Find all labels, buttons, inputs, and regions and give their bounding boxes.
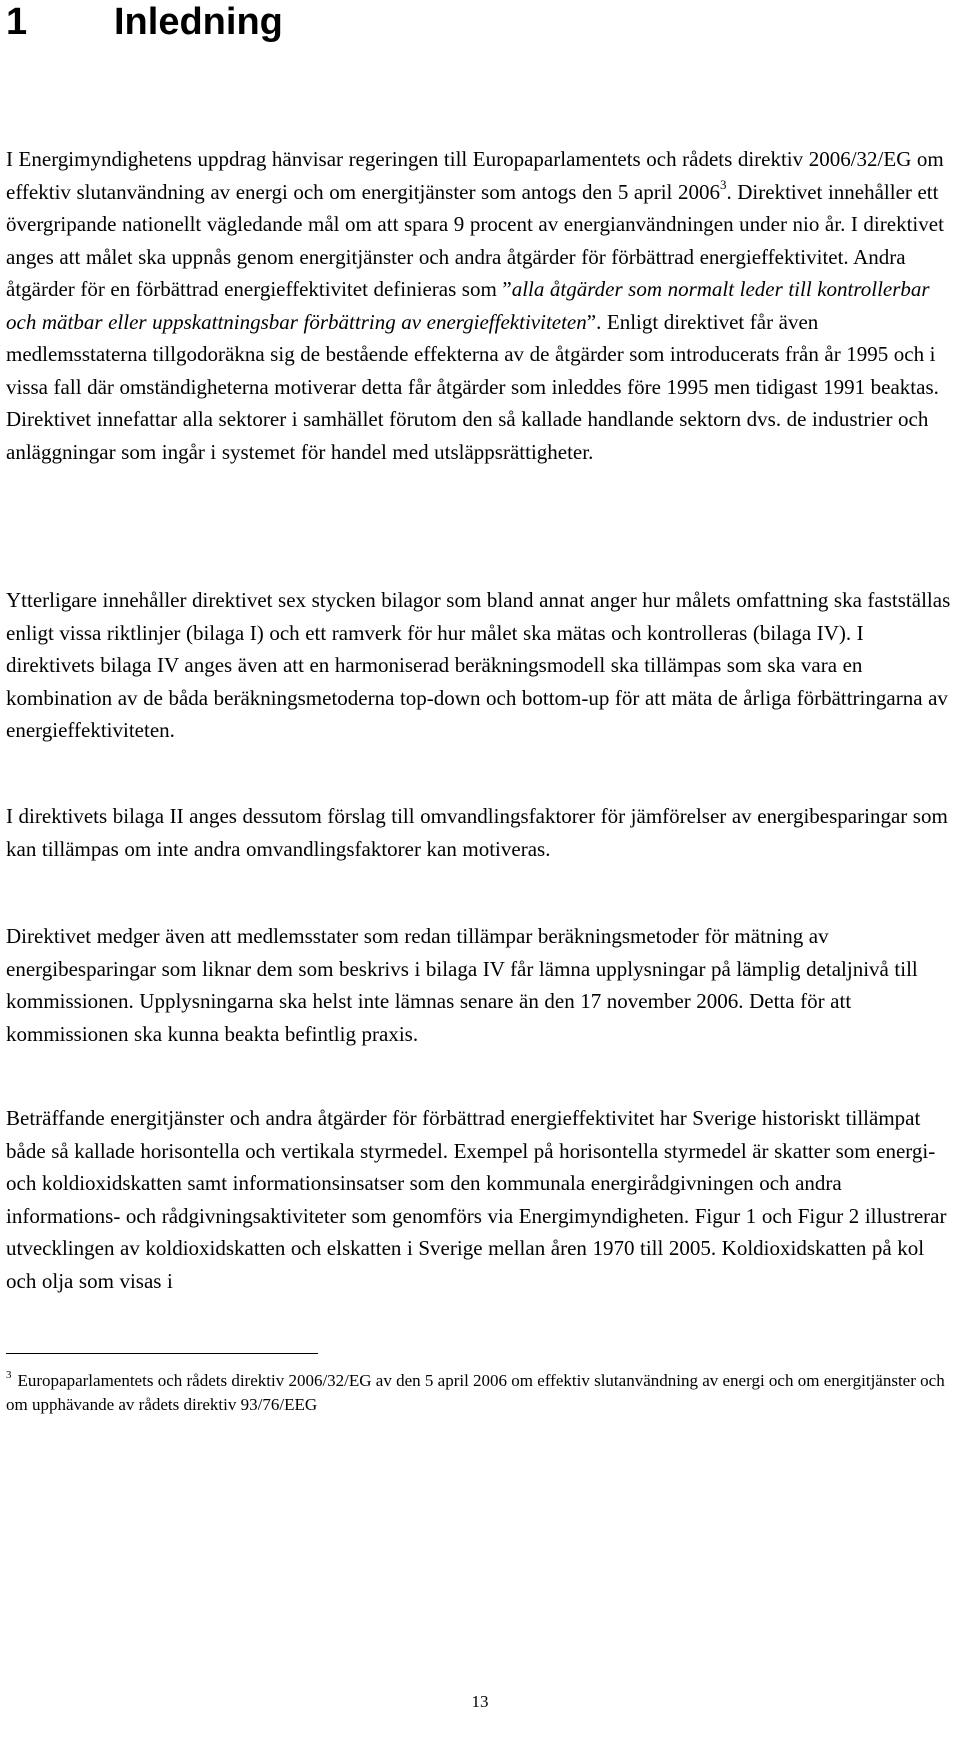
paragraph-1 xyxy=(6,143,956,468)
paragraph-5: Beträffande energitjänster och andra åtgärder för förbättrad energieffektivitet har Sverige historiskt tillämpat både så kallade horisontella och vertikala styrmedel. Exempel på horisontella styrmedel är skatter som energi- och koldioxidskatten samt informationsinsatser som den kommunala energirådgivningen och andra informations- och rådgivningsaktiviteter som genomförs via Energimyndigheten. Figur 1 och Figur 2 illustrerar utvecklingen av koldioxidskatten och elskatten i Sverige mellan åren 1970 till 2005. Koldioxidskatten på kol och olja som visas i xyxy=(6,1106,947,1293)
footnote-text: Europaparlamentets och rådets direktiv 2006/32/EG av den 5 april 2006 om effektiv slutanvändning av energi och om energitjänster och om upphävande av rådets direktiv 93/76/EEG xyxy=(6,1371,945,1414)
footnote xyxy=(6,1369,956,1417)
paragraph-1-text-b: . Direktivet innehåller ett övergripande nationellt vägledande mål om att spara 9 procent av energianvändningen under nio år. I direktivet anges att målet ska uppnås genom energitjänster och andra åtgärder för förbättrad energieffektivitet. Andra åtgärder för en förbättrad energieffektivitet definieras som ” xyxy=(6,179,944,301)
page-number-text: 13 xyxy=(471,1692,489,1711)
paragraph-1-quote: alla åtgärder som normalt leder till kontrollerbar och mätbar eller uppskattningsbar förbättring av energieffektiviteten xyxy=(6,277,930,334)
chapter-title: Inledning xyxy=(114,1,283,43)
footnote-reference: 3 xyxy=(719,176,727,192)
chapter-heading xyxy=(6,0,283,44)
paragraph-1-text-a: I Energimyndighetens uppdrag hänvisar regeringen till Europaparlamentets och rådets direktiv 2006/32/EG om effektiv slutanvändning av energi och om energitjänster som antogs den 5 april 2006 xyxy=(6,147,944,204)
paragraph-3: I direktivets bilaga II anges dessutom förslag till omvandlingsfaktorer för jämförelser av energibesparingar som kan tillämpas om inte andra omvandlingsfaktorer kan motiveras. xyxy=(6,804,948,861)
paragraph-4: Direktivet medger även att medlemsstater som redan tillämpar beräkningsmetoder för mätning av energibesparingar som liknar dem som beskrivs i bilaga IV får lämna upplysningar på lämplig detaljnivå till kommissionen. Upplysningarna ska helst inte lämnas senare än den 17 november 2006. Detta för att kommissionen ska kunna beakta befintlig praxis. xyxy=(6,924,918,1046)
page-number xyxy=(0,1690,960,1714)
paragraph-1-text-c: ”. Enligt direktivet får även medlemsstaterna tillgodoräkna sig de bestående effekterna av de åtgärder som introducerats från år 1995 och i vissa fall där omständigheterna motiverar detta får åtgärder som inleddes före 1995 men tidigast 1991 beaktas. Direktivet innefattar alla sektorer i samhället förutom den så kallade handlande sektorn dvs. de industrier och anläggningar som ingår i systemet för handel med utsläppsrättigheter. xyxy=(6,309,939,464)
footnote-divider xyxy=(6,1353,318,1354)
paragraph-2: Ytterligare innehåller direktivet sex stycken bilagor som bland annat anger hur målets omfattning ska fastställas enligt vissa riktlinjer (bilaga I) och ett ramverk för hur målet ska mätas och kontrolleras (bilaga IV). I direktivets bilaga IV anges även att en harmoniserad beräkningsmodell ska tillämpas som ska vara en kombination av de båda beräkningsmetoderna top-down och bottom-up för att mäta de årliga förbättringarna av energieffektiviteten. xyxy=(6,588,951,742)
footnote-marker: 3 xyxy=(6,1369,12,1381)
chapter-number: 1 xyxy=(6,1,28,43)
